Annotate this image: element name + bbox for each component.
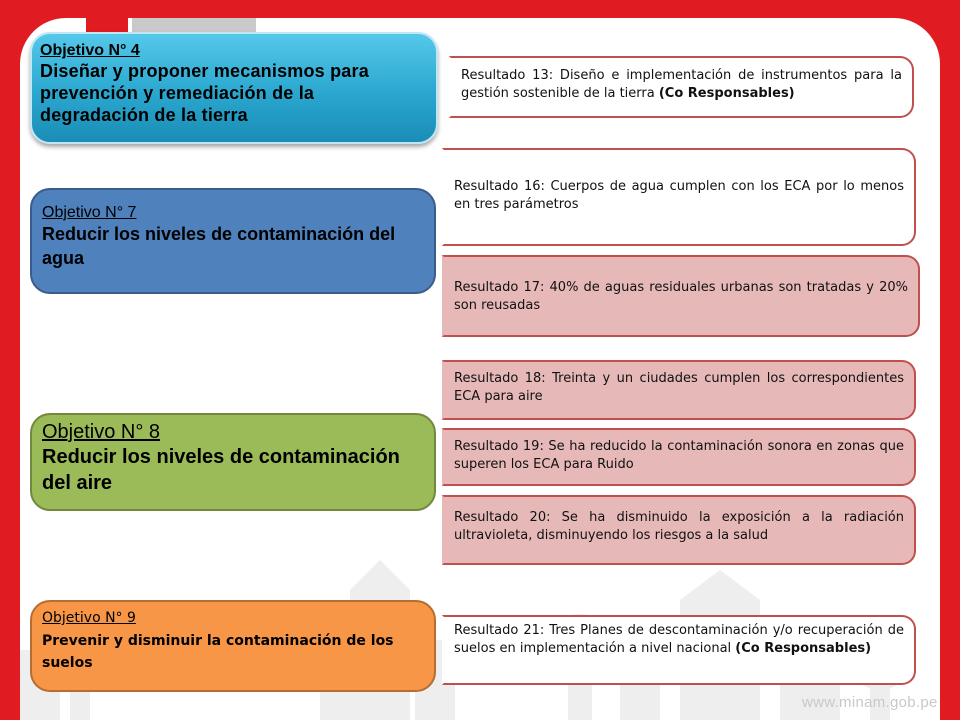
objetivo-9-box bbox=[30, 600, 436, 692]
resultado-16-text: Resultado 16: Cuerpos de agua cumplen con los ECA por lo menos en tres parámetros bbox=[454, 179, 904, 212]
resultado-21-box bbox=[442, 615, 916, 685]
objetivo-9-title: Objetivo N° 9 bbox=[42, 610, 136, 626]
resultado-13-box bbox=[449, 56, 914, 118]
resultado-21-text: Resultado 21: Tres Planes de descontaminación y/o recuperación de suelos en implementación a nivel nacional bbox=[454, 623, 904, 656]
resultado-21-co-responsables: (Co Responsables) bbox=[735, 641, 872, 656]
resultado-13-co-responsables: (Co Responsables) bbox=[658, 86, 795, 101]
resultado-19-text: Resultado 19: Se ha reducido la contaminación sonora en zonas que superen los ECA para Ruido bbox=[454, 439, 904, 472]
objetivo-9-description: Prevenir y disminuir la contaminación de los suelos bbox=[42, 633, 394, 671]
objetivo-4-description: Diseñar y proponer mecanismos para prevención y remediación de la degradación de la tierra bbox=[40, 61, 369, 125]
objetivo-4-title: Objetivo N° 4 bbox=[40, 42, 140, 59]
resultado-19-box bbox=[442, 428, 916, 486]
objetivo-8-description: Reducir los niveles de contaminación del aire bbox=[42, 446, 400, 494]
decorative-tabs bbox=[86, 18, 256, 32]
objetivo-7-description: Reducir los niveles de contaminación del agua bbox=[42, 224, 396, 268]
resultado-16-box bbox=[442, 148, 916, 246]
resultado-20-text: Resultado 20: Se ha disminuido la exposición a la radiación ultravioleta, disminuyendo los riesgos a la salud bbox=[454, 510, 904, 543]
objetivo-7-title: Objetivo N° 7 bbox=[42, 204, 137, 221]
resultado-20-box bbox=[442, 495, 916, 565]
objetivo-8-box bbox=[30, 413, 436, 511]
website-url: www.minam.gob.pe bbox=[802, 694, 938, 711]
objetivo-7-box bbox=[30, 188, 436, 294]
resultado-13-text: Resultado 13: Diseño e implementación de instrumentos para la gestión sostenible de la tierra bbox=[461, 68, 902, 101]
objetivo-4-box bbox=[30, 32, 438, 144]
resultado-17-box bbox=[442, 255, 920, 337]
resultado-17-text: Resultado 17: 40% de aguas residuales urbanas son tratadas y 20% son reusadas bbox=[454, 280, 908, 313]
resultado-18-box bbox=[442, 360, 916, 420]
objetivo-8-title: Objetivo N° 8 bbox=[42, 421, 161, 443]
resultado-18-text: Resultado 18: Treinta y un ciudades cumplen los correspondientes ECA para aire bbox=[454, 371, 904, 404]
